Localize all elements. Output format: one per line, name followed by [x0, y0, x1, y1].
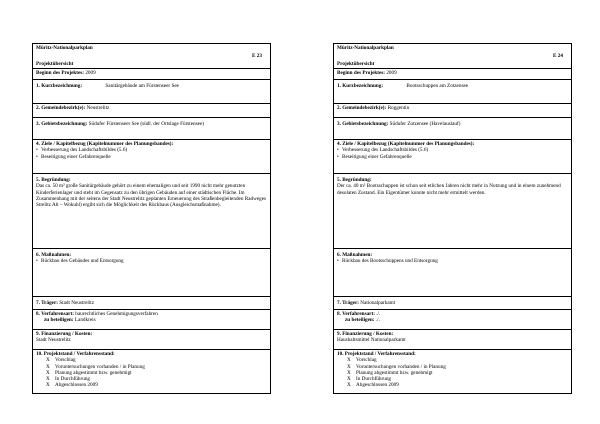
- reason-label: 5. Begründung:: [337, 177, 372, 183]
- status-item: X Voruntersuchungen vorhanden / in Planung: [46, 363, 145, 370]
- status-row: [33, 350, 270, 393]
- carrier-label: 7. Träger:: [36, 300, 58, 306]
- measures-row: [33, 249, 270, 297]
- status-item: X Voruntersuchungen vorhanden / in Planung: [347, 363, 446, 370]
- financing-value: Haushaltsmittel Nationalparkamt: [337, 337, 406, 344]
- involved-value: Landkreis: [74, 317, 96, 324]
- financing-label: 9. Finanzierung / Kosten:: [36, 331, 93, 337]
- project-begin: [33, 69, 270, 80]
- sheet-subtitle: Projektübersicht: [36, 60, 74, 67]
- reason-row: [334, 174, 571, 249]
- status-item: X In Durchführung: [46, 376, 91, 383]
- financing-label: 9. Finanzierung / Kosten:: [337, 331, 394, 337]
- municipality-label: 2. Gemeindebezirk(e):: [36, 105, 86, 111]
- project-code: E 24: [553, 53, 563, 59]
- status-mark: X: [347, 357, 351, 364]
- project-code: E 23: [252, 53, 262, 59]
- reason-label: 5. Begründung:: [36, 177, 71, 183]
- financing-row: [334, 330, 571, 350]
- measures-row: [334, 249, 571, 297]
- municipality-row: [33, 104, 270, 118]
- goals-row: [33, 140, 270, 174]
- project-sheet-e23: [32, 43, 271, 394]
- goal-item: • Beseitigung einer Gefahrenquelle: [36, 154, 267, 160]
- procedure-label: 8. Verfahrensart:: [36, 311, 74, 317]
- status-mark: X: [46, 363, 50, 370]
- reason-text: Das ca. 50 m² große Sanitärgebäude gehört zu einem ehemaligen und seit 1990 nicht mehr genutzten Kinderferienlager und steht im Gegensatz zu den übrigen Gebäuden auf einer städtischen Fläche. Im Zusammenhang mit der seitens der Stadt Neustrelitz geplanten Erneuerung des Straßenbegleitenden Radweges Strelitz Alt – Wokuhl) ergibt sich die Möglichkeit des Rückbaus (Ausgleichsmaßnahme).: [36, 183, 267, 209]
- goal-item: • Verbesserung des Landschaftsbildes (5.6): [36, 147, 267, 153]
- short-name-label: 1. Kurzbezeichnung:: [337, 83, 384, 89]
- measures-label: 6. Maßnahmen:: [36, 252, 72, 258]
- procedure-value: ./.: [376, 311, 381, 317]
- project-sheet-e24: [333, 43, 572, 394]
- municipality-value: Roggentin: [387, 105, 410, 111]
- measure-item: • Rückbau des Bootsschuppens und Entsorgung: [337, 258, 568, 264]
- area-row: [334, 118, 571, 140]
- financing-row: [33, 330, 270, 350]
- project-begin: [334, 69, 571, 80]
- measure-item: • Rückbau des Gebäudes und Entsorgung: [36, 258, 267, 264]
- municipality-value: Neustrelitz: [86, 105, 110, 111]
- status-item: X Planung abgestimmt bzw. genehmigt: [347, 369, 433, 376]
- procedure-label: 8. Verfahrensart:: [337, 311, 375, 317]
- short-name-row: [334, 80, 571, 104]
- carrier-value: Nationalparkamt: [360, 300, 396, 306]
- involved-label: zu beteiligen:: [345, 317, 375, 324]
- measures-label: 6. Maßnahmen:: [337, 252, 373, 258]
- carrier-row: [334, 297, 571, 310]
- carrier-row: [33, 297, 270, 310]
- status-mark: X: [46, 382, 50, 389]
- begin-label: Beginn des Projektes:: [337, 70, 386, 76]
- status-mark: X: [347, 382, 351, 389]
- status-mark: X: [347, 376, 351, 383]
- reason-row: [33, 174, 270, 249]
- area-row: [33, 118, 270, 140]
- involved-label: zu beteiligen:: [44, 317, 74, 324]
- goal-item: • Beseitigung einer Gefahrenquelle: [337, 154, 568, 160]
- status-item: X Vorschlag: [46, 357, 76, 364]
- status-mark: X: [46, 369, 50, 376]
- procedure-row: [33, 310, 270, 330]
- area-value: Südufer Zotzensee (Havelauslauf): [389, 121, 461, 127]
- status-mark: X: [347, 363, 351, 370]
- carrier-value: Stadt Neustrelitz: [59, 300, 95, 306]
- area-label: 3. Gebietsbezeichnung:: [36, 121, 88, 127]
- financing-value: Stadt Neustrelitz: [36, 337, 71, 344]
- area-value: Südufer Fürstenseer See (südl. der Ortslage Fürstensee): [88, 121, 205, 127]
- status-mark: X: [347, 369, 351, 376]
- short-name-value: Bootsschuppen am Zotzensee: [406, 83, 469, 89]
- status-mark: X: [46, 376, 50, 383]
- municipality-label: 2. Gemeindebezirk(e):: [337, 105, 387, 111]
- status-item: X Planung abgestimmt bzw. genehmigt: [46, 369, 132, 376]
- goals-label: 4. Ziele / Kapitelbezug (Kapitelnummer des Planungsbandes):: [36, 141, 174, 147]
- carrier-label: 7. Träger:: [337, 300, 359, 306]
- status-row: [334, 350, 571, 393]
- status-label: 10. Projektstand / Verfahrensstand:: [36, 351, 115, 357]
- reason-text: Der ca. 40 m² Bootsschuppen ist schon seit etlichen Jahren nicht mehr in Nutzung und in einem zunehmend desolaten Zustand. Ein Eigentümer konnte nicht mehr ermittelt werden.: [337, 183, 561, 196]
- begin-label: Beginn des Projektes:: [36, 70, 85, 76]
- procedure-row: [334, 310, 571, 330]
- sheet-header: [334, 44, 571, 69]
- short-name-value: Sanitärgebäude am Fürstenseer See: [105, 83, 179, 89]
- plan-title: Müritz-Nationalparkplan: [36, 45, 93, 51]
- goal-item: • Verbesserung des Landschaftsbildes (5.6): [337, 147, 568, 153]
- status-mark: X: [46, 357, 50, 364]
- municipality-row: [334, 104, 571, 118]
- begin-value: 2009: [386, 70, 397, 76]
- short-name-row: [33, 80, 270, 104]
- status-item: X Abgeschlossen 2009: [347, 382, 399, 389]
- goals-row: [334, 140, 571, 174]
- sheet-subtitle: Projektübersicht: [337, 60, 375, 67]
- sheet-header: [33, 44, 270, 69]
- procedure-value: baurechtliches Genehmigungsverfahren: [75, 311, 158, 317]
- status-item: X Abgeschlossen 2009: [46, 382, 98, 389]
- status-item: X In Durchführung: [347, 376, 392, 383]
- begin-value: 2009: [85, 70, 96, 76]
- goals-label: 4. Ziele / Kapitelbezug (Kapitelnummer des Planungsbandes):: [337, 141, 475, 147]
- area-label: 3. Gebietsbezeichnung:: [337, 121, 389, 127]
- plan-title: Müritz-Nationalparkplan: [337, 45, 394, 51]
- status-label: 10. Projektstand / Verfahrensstand:: [337, 351, 416, 357]
- involved-value: ./.: [375, 317, 380, 324]
- status-item: X Vorschlag: [347, 357, 377, 364]
- short-name-label: 1. Kurzbezeichnung:: [36, 83, 83, 89]
